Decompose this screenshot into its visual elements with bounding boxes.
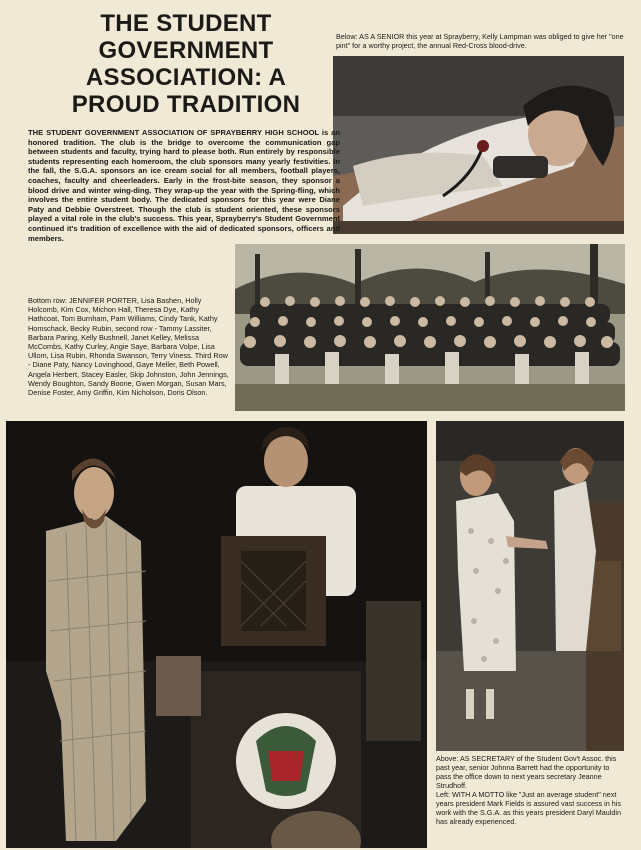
roster-caption: Bottom row: JENNIFER PORTER, Lisa Bashen, Holly Holcomb, Kim Cox, Michon Hall, Theresa Dye, Kathy Hathcoat, Tom Burnham, Pam Williams, Cindy Tank, Kathy Homschack, Becky Rubin, second row - Tammy Lassiter, Barbara Paring, Kelly Bushnell, Janet Kelley, Melissa McCombs, Kathy Curley, Angie Saye, Barbara Volpe, Lisa Ullom, Lisa Rubin, Rhonda Swanson, Terry Viness. Third Row - Diane Paty, Nancy Lovinghood, Gaye Meller, Beth Powell, Angela Herbert, Stacey Easler, Skip Johnston, John Jennings, Wendy Boughton, Sandy Boone, Gwen Morgan, Susan Mars, Denise Foster, Amy Griffin, Kim Nicholson, Doris Olson. — [28, 296, 229, 398]
group-photo — [235, 244, 625, 411]
blood-drive-illustration — [333, 56, 624, 234]
handshake-photo — [436, 421, 624, 751]
page-title — [46, 10, 326, 118]
blood-drive-photo — [333, 56, 624, 234]
handshake-illustration — [436, 421, 624, 751]
title-line-2: GOVERNMENT — [98, 37, 274, 64]
podium-illustration — [6, 421, 427, 848]
title-line-1: THE STUDENT — [100, 10, 272, 37]
group-illustration — [235, 244, 625, 411]
handshake-caption — [436, 754, 626, 826]
handshake-caption-above: Above: AS SECRETARY of the Student Gov't Assoc. this past year, senior Johnna Barrett had the opportunity to pass the office down to next years secretary Jeanne Strudhoff. — [436, 754, 617, 790]
intro-paragraph: THE STUDENT GOVERNMENT ASSOCIATION OF SPRAYBERRY HIGH SCHOOL is an honored tradition. The club is the bridge to overcome the communication gap between students and faculty, trying hard to please both. Run entirely by responsible students representing each homeroom, the club sponsors many yearly festivities. In the fall, the S.G.A. sponsors an ice cream social for all members, football players, coaches, faculty and cheerleaders. Early in the frost-bite season, they sponsor a blood drive and winter wing-ding. They wrap-up the year with the Spring-fling, which involves the entire student body. The dedicated sponsors for this year were Diane Paty and Debbie Overstreet. Though the club is student oriented, these sponsors played a vital role in the club's success. This year, Sprayberry's Student Government continued it's tradition of excellence with the aid of dedicated sponsors, officers and members. — [28, 128, 340, 243]
blood-drive-caption: Below: AS A SENIOR this year at Sprayberry, Kelly Lampman was obliged to give her "one pint" for a worthy project, the annual Red-Cross blood-drive. — [336, 32, 624, 50]
title-line-4: PROUD TRADITION — [71, 91, 301, 118]
podium-photo — [6, 421, 427, 848]
podium-caption-left: Left: WITH A MOTTO like "Just an average student" next years president Mark Fields is assured vast success in his work with the S.G.A. as this years president Daryl Mauldin has already experienced. — [436, 790, 621, 826]
title-line-3: ASSOCIATION: A — [85, 64, 287, 91]
